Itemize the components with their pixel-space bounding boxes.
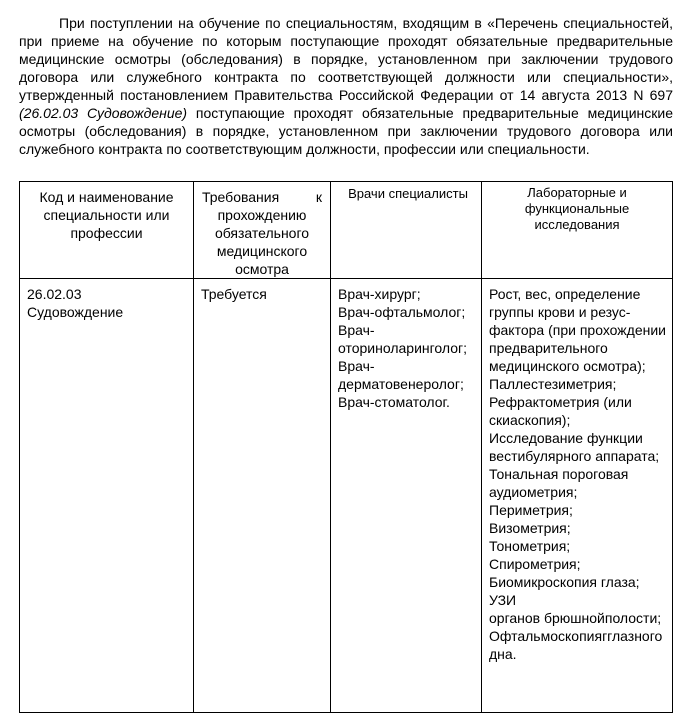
lab-line: Тонометрия; bbox=[489, 538, 571, 554]
lab-line: фактора (при прохождении bbox=[489, 322, 666, 338]
header-requirements-line4: медицинского bbox=[216, 243, 308, 259]
doctor-line: Врач- bbox=[338, 322, 375, 338]
code-name: Судовождение bbox=[27, 304, 124, 320]
lab-line: Спирометрия; bbox=[489, 556, 581, 572]
doctor-line: Врач-стоматолог. bbox=[338, 394, 450, 410]
header-requirements-line5: осмотра bbox=[235, 261, 289, 277]
cell-doctors bbox=[331, 279, 482, 713]
cell-requirement: Требуется bbox=[194, 279, 331, 713]
doctor-line: Врач-офтальмолог; bbox=[338, 304, 466, 320]
intro-text-before: При поступлении на обучение по специальностям, входящим в «Перечень специальностей, при приеме на обучение по которым поступающие проходят обязательные предварительные медицинские осмотры (обследования) в порядке, установленном при заключении трудового договора или служебного контракта по соответствующей должности или специальности», утвержденный постановлением Правительства Российской Федерации от 14 августа 2013 N 697 bbox=[19, 15, 673, 103]
header-requirements-line3: обязательного bbox=[214, 225, 310, 241]
lab-line: группы крови и резус- bbox=[489, 304, 631, 320]
cell-lab bbox=[482, 279, 673, 713]
lab-line: Тональная пороговая bbox=[489, 466, 629, 482]
header-requirements-line1: Требования к bbox=[202, 189, 322, 205]
lab-line: Биомикроскопия глаза; УЗИ bbox=[489, 574, 640, 608]
lab-line: медицинского осмотра); bbox=[489, 358, 646, 374]
header-requirements-line2: прохождению bbox=[217, 207, 307, 223]
intro-text-after: поступающие проходят обязательные предварительные медицинские осмотры (обследования) в порядке, установленном при заключении трудового договора или служебного контракта по соответствующим должности, профессии или специальности. bbox=[19, 105, 673, 157]
header-requirements bbox=[194, 182, 331, 279]
table-row bbox=[20, 279, 673, 713]
lab-line: Паллестезиметрия; bbox=[489, 376, 617, 392]
lab-line: Визометрия; bbox=[489, 520, 571, 536]
lab-line: предварительного bbox=[489, 340, 608, 356]
lab-line: Офтальмоскопиягглазного bbox=[489, 628, 663, 644]
lab-line: Рост, вес, определение bbox=[489, 286, 641, 302]
intro-specialty-emphasis: (26.02.03 Судовождение) bbox=[19, 105, 188, 121]
header-code: Код и наименование специальности или профессии bbox=[20, 182, 194, 279]
header-doctors: Врачи специалисты bbox=[331, 182, 482, 279]
lab-line: Рефрактометрия (или bbox=[489, 394, 632, 410]
doctor-line: дерматовенеролог; bbox=[338, 376, 464, 392]
lab-line: Периметрия; bbox=[489, 502, 573, 518]
lab-line: дна. bbox=[489, 646, 517, 662]
code-number: 26.02.03 bbox=[27, 286, 82, 302]
doctor-line: Врач- bbox=[338, 358, 375, 374]
lab-line: вестибулярного аппарата; bbox=[489, 448, 660, 464]
lab-line: органов брюшнойполости; bbox=[489, 610, 662, 626]
intro-paragraph bbox=[19, 14, 673, 158]
lab-line: скиаскопия); bbox=[489, 412, 571, 428]
lab-line: аудиометрия; bbox=[489, 484, 578, 500]
doctor-line: Врач-хирург; bbox=[338, 286, 421, 302]
doctor-line: оториноларинголог; bbox=[338, 340, 468, 356]
medical-requirements-table bbox=[19, 181, 673, 713]
header-lab: Лабораторные и функциональные исследования bbox=[482, 182, 673, 279]
cell-code bbox=[20, 279, 194, 713]
table-header-row bbox=[20, 182, 673, 279]
lab-line: Исследование функции bbox=[489, 430, 643, 446]
